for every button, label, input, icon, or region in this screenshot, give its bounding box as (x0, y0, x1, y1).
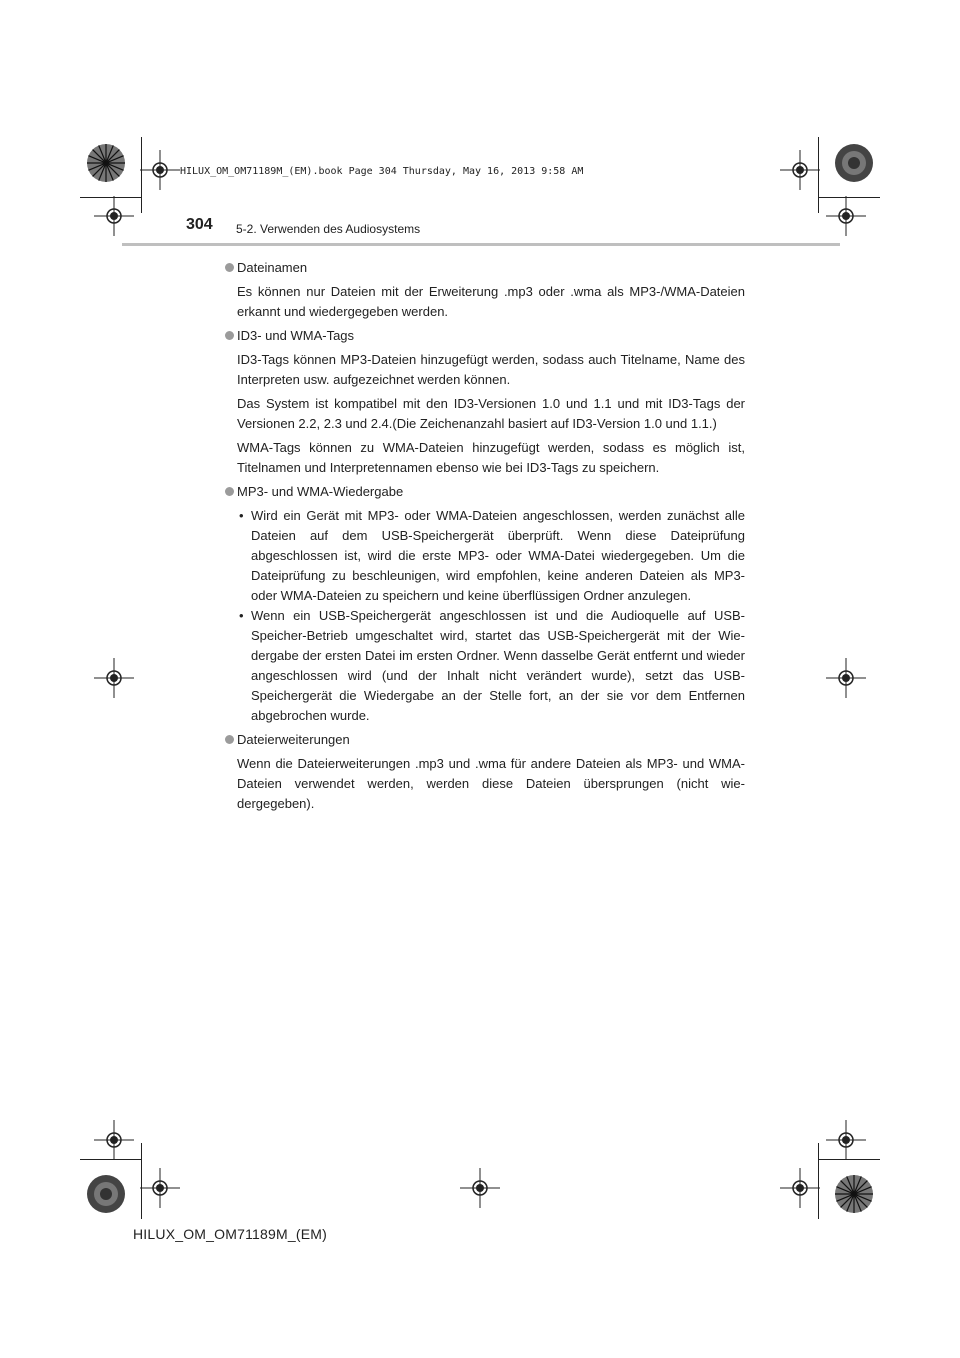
registration-mark-icon (780, 1168, 820, 1208)
registration-mark-icon (460, 1168, 500, 1208)
registration-mark-icon (780, 150, 820, 190)
list-item (225, 606, 745, 726)
list-item-text: Wenn ein USB-Speichergerät angeschlossen ist und die Audioquelle auf USB-Speicher-Betrieb umgeschaltet wird, startet das USB-Speichergerät mit der Wie-dergabe der ersten Datei im ersten Ordner. Wenn dasselbe Gerät entfernt und wieder angeschlossen wird (und der Inhalt nicht verändert wurde), setzt das USB-Speichergerät die Wiedergabe an der Stelle fort, an der sie vor dem Entfernen abgebrochen wurde. (251, 608, 745, 723)
registration-mark-icon (140, 150, 180, 190)
paragraph: WMA-Tags können zu WMA-Dateien hinzugefügt werden, sodass es möglich ist, Titelnamen und Interpretennamen ebenso wie bei ID3-Tags zu speichern. (237, 440, 745, 475)
page-number: 304 (186, 216, 213, 233)
section-heading (225, 482, 745, 502)
paragraph: Das System ist kompatibel mit den ID3-Versionen 1.0 und 1.1 und mit ID3-Tags der Versionen 2.2, 2.3 und 2.4.(Die Zeichenanzahl basiert auf ID3-Version 1.0 und 1.1.) (237, 396, 745, 431)
registration-mark-icon (94, 658, 134, 698)
header-rule (122, 243, 840, 246)
section-heading (225, 326, 745, 346)
registration-mark-icon (826, 196, 866, 236)
list-bullet: • (239, 608, 244, 623)
section-mp3-wma-wiedergabe (225, 482, 745, 726)
print-rosette-icon (834, 1174, 874, 1214)
registration-mark-icon (94, 1120, 134, 1160)
section-title: 5-2. Verwenden des Audiosystems (236, 222, 421, 236)
document-code: HILUX_OM_OM71189M_(EM) (133, 1226, 327, 1242)
file-stamp: HILUX_OM_OM71189M_(EM).book Page 304 Thursday, May 16, 2013 9:58 AM (180, 166, 584, 177)
paragraph: ID3-Tags können MP3-Dateien hinzugefügt werden, sodass auch Titelname, Name des Interpreten usw. aufgezeichnet werden können. (237, 352, 745, 387)
section-dateinamen (225, 258, 745, 322)
paragraph: Wenn die Dateierweiterungen .mp3 und .wma für andere Dateien als MP3- und WMA-Dateien verwendet werden, werden diese Dateien übersprungen (nicht wie-dergegeben). (237, 756, 745, 811)
bullet-dot-icon (225, 735, 234, 744)
registration-mark-icon (94, 196, 134, 236)
print-rosette-icon (834, 143, 874, 183)
registration-mark-icon (826, 1120, 866, 1160)
print-rosette-icon (86, 1174, 126, 1214)
heading-text: Dateinamen (237, 260, 308, 275)
print-rosette-icon (86, 143, 126, 183)
list-item-text: Wird ein Gerät mit MP3- oder WMA-Dateien angeschlossen, werden zunächst alle Dateien auf dem USB-Speichergerät überprüft. Wenn diese Dateiprüfung abgeschlossen ist, wird die erste MP3- oder WMA-Datei wiedergegeben. Um die Dateiprüfung zu beschleunigen, wird empfohlen, keine anderen Dateien als MP3- oder WMA-Dateien zu speichern und keine überflüssigen Ordner anzulegen. (251, 508, 745, 603)
list-bullet: • (239, 508, 244, 523)
registration-mark-icon (826, 658, 866, 698)
section-dateierweiterungen (225, 730, 745, 814)
list-item (225, 506, 745, 606)
heading-text: MP3- und WMA-Wiedergabe (237, 484, 404, 499)
heading-text: Dateierweiterungen (237, 732, 350, 747)
page-content (225, 254, 745, 818)
bullet-dot-icon (225, 487, 234, 496)
section-heading (225, 730, 745, 750)
section-heading (225, 258, 745, 278)
bullet-dot-icon (225, 331, 234, 340)
bullet-dot-icon (225, 263, 234, 272)
registration-mark-icon (140, 1168, 180, 1208)
section-id3-wma-tags (225, 326, 745, 478)
heading-text: ID3- und WMA-Tags (237, 328, 355, 343)
paragraph: Es können nur Dateien mit der Erweiterung .mp3 oder .wma als MP3-/WMA-Dateien erkannt und wiedergegeben werden. (237, 284, 745, 319)
